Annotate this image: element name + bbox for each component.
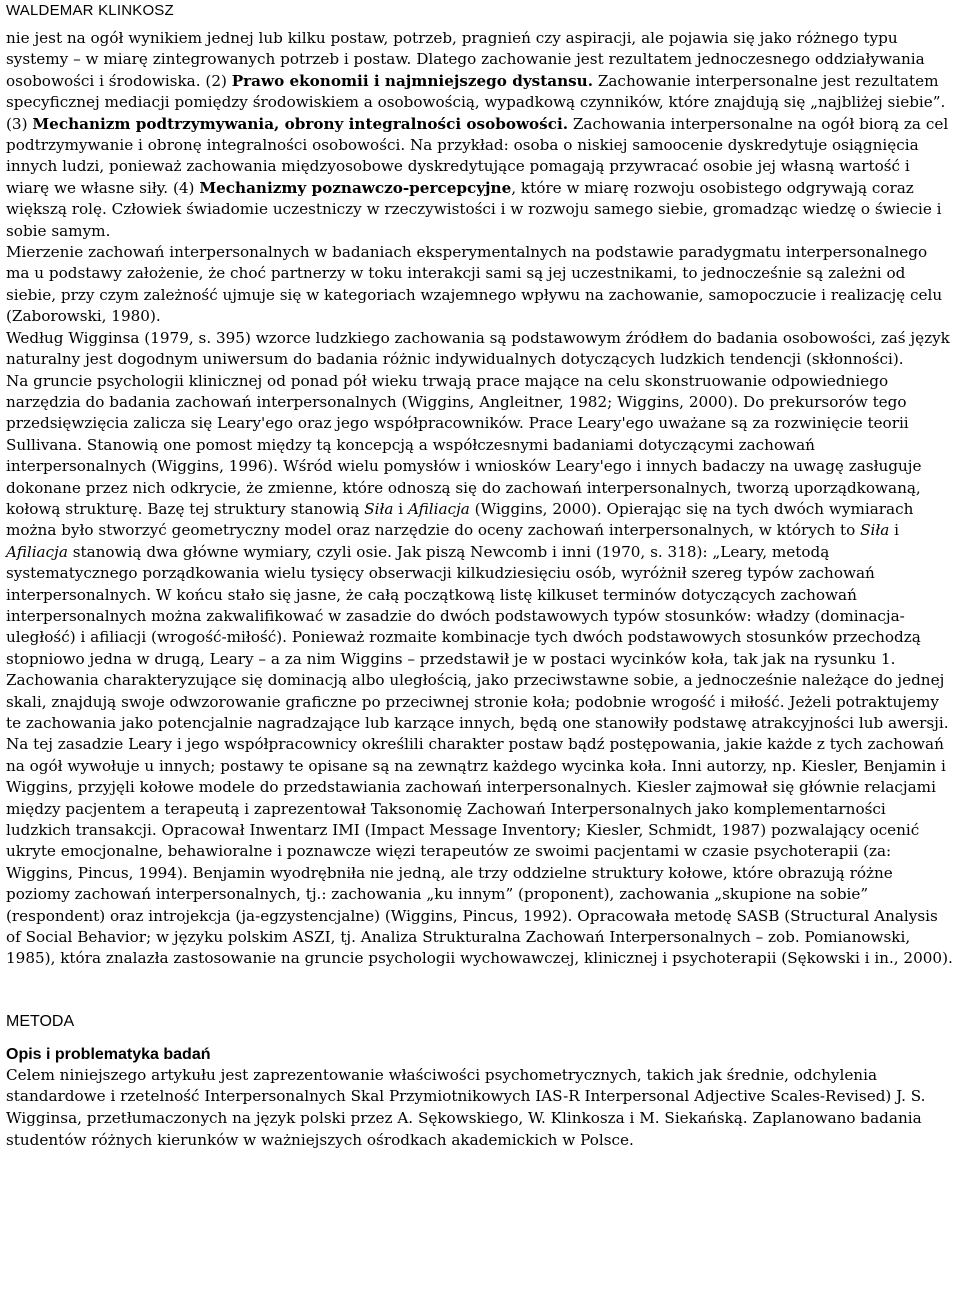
text-span: , które w miarę rozwoju osobistego odgrywają coraz większą rolę. Człowiek świadomie uczestniczy w rzeczywistości i w rozwoju samego siebie, gromadząc wiedzę o świecie i sobie samym. xyxy=(6,178,942,240)
italic-term: Afiliacja xyxy=(6,542,68,561)
method-body xyxy=(6,1065,954,1151)
article-body xyxy=(6,28,954,970)
bold-term: Mechanizm podtrzymywania, obrony integralności osobowości. xyxy=(32,114,569,133)
text-span: nie jest na ogół wynikiem jednej lub kilku postaw, potrzeb, pragnień czy aspiracji, ale pojawia się jako różnego typu systemy – w miarę zintegrowanych potrzeb i postaw. Dlatego zachowanie jest rezultatem jednoczesnego oddziaływania osobowości i środowiska. (2) xyxy=(6,29,925,90)
text-span: (Wiggins, 2000). Opierając się na tych dwóch wymiarach można było stworzyć geometryczny model oraz narzędzie do oceny zachowań interpersonalnych, w których to xyxy=(6,499,914,540)
bold-term: Prawo ekonomii i najmniejszego dystansu. xyxy=(231,71,593,90)
paragraph-wiggins: Według Wigginsa (1979, s. 395) wzorce ludzkiego zachowania są podstawowym źródłem do badania osobowości, zaś język naturalny jest dogodnym uniwersum do badania różnic indywidualnych dotyczących ludzkich tendencji (skłonności). xyxy=(6,328,950,369)
page xyxy=(6,0,954,1151)
text-span: Zachowania interpersonalne na ogół biorą za cel podtrzymywanie i obronę integralności osobowości. Na przykład: osoba o niskiej samoocenie dyskredytuje osiągnięcia innych ludzi, ponieważ zachowania międzyosobowe dyskredytujące pomagają przywracać osobie jej własną wartość i wiarę we własne siły. (4) xyxy=(6,114,949,197)
italic-term: Siła xyxy=(860,521,890,540)
paragraph-method: Celem niniejszego artykułu jest zaprezentowanie właściwości psychometrycznych, takich jak średnie, odchylenia standardowe i rzetelność Interpersonalnych Skal Przymiotnikowych IAS-R Interpersonal Adjective Scales-Revised) J. S. Wigginsa, przetłumaczonych na język polski przez A. Sękowskiego, W. Klinkosza i M. Siekańską. Zaplanowano badania studentów różnych kierunków w ważniejszych ośrodkach akademickich w Polsce. xyxy=(6,1065,926,1149)
italic-term: Afiliacja xyxy=(407,499,470,518)
bold-term: Mechanizmy poznawczo-percepcyjne xyxy=(199,178,512,197)
text-span: Na gruncie psychologii klinicznej od ponad pół wieku trwają prace mające na celu skonstruowanie odpowiedniego narzędzia do badania zachowań interpersonalnych (Wiggins, Angleitner, 1982; Wiggins, 2000). Do prekursorów tego przedsięwzięcia zalicza się Leary'ego oraz jego współpracowników. Prace Leary'ego uważane są za rozwinięcie teorii Sullivana. Stanowią one pomost między tą koncepcją a współczesnymi badaniami dotyczącymi zachowań interpersonalnych (Wiggins, 1996). Wśród wielu pomysłów i wniosków Leary'ego i innych badaczy na uwagę zasługuje dokonane przez nich odkrycie, że zmienne, które odnoszą się do zachowań interpersonalnych, tworzą uporządkowaną, kołową strukturę. Bazę tej struktury stanowią xyxy=(6,371,922,518)
subsection-heading: Opis i problematyka badań xyxy=(6,1045,211,1063)
italic-term: Siła xyxy=(364,499,394,518)
text-span: i xyxy=(393,499,408,518)
text-span: i xyxy=(889,521,900,540)
paragraph-measurement: Mierzenie zachowań interpersonalnych w badaniach eksperymentalnych na podstawie paradygmatu interpersonalnego ma u podstawy założenie, że choć partnerzy w toku interakcji sami są jej uczestnikami, to jednocześnie są zależni od siebie, przy czym zależność ujmuje się w kategoriach wzajemnego wpływu na zachowanie, samopoczucie i realizację celu (Zaborowski, 1980). xyxy=(6,243,943,326)
running-head: WALDEMAR KLINKOSZ xyxy=(6,2,174,19)
section-heading: METODA xyxy=(6,1012,75,1030)
paragraph-mechanisms xyxy=(6,28,954,242)
text-span: stanowią dwa główne wymiary, czyli osie. Jak piszą Newcomb i inni (1970, s. 318): „Leary, metodą systematycznego porządkowania wielu tysięcy obserwacji kilkudziesięciu osób, wyróżnił szereg typów zachowań interpersonalnych. W końcu stało się jasne, że całą początkową listę kilkuset terminów dotyczących zachowań interpersonalnych można zakwalifikować w zasadzie do dwóch podstawowych typów stosunków: władzy (dominacja-uległość) i afiliacji (wrogość-miłość). Ponieważ rozmaite kombinacje tych dwóch podstawowych stosunków przechodzą stopniowo jedna w drugą, Leary – a za nim Wiggins – przedstawił je w postaci wycinków koła, tak jak na rysunku 1. Zachowania charakteryzujące się dominacją albo uległością, jako przeciwstawne sobie, a jednocześnie należące do jednej skali, znajdują swoje odwzorowanie graficzne po przeciwnej stronie koła; podobnie wrogość i miłość. Jeżeli potraktujemy te zachowania jako potencjalnie nagradzające lub karzące innych, będą one stanowiły podstawę atrakcyjności lub awersji. Na tej zasadzie Leary i jego współpracownicy określili charakter postaw bądź postępowania, jakie każde z tych zachowań na ogół wywołuje u innych; postawy te opisane są na zewnątrz każdego wycinka koła. Inni autorzy, np. Kiesler, Benjamin i Wiggins, przyjęli kołowe modele do przedstawiania zachowań interpersonalnych. Kiesler zajmował się głównie relacjami między pacjentem a terapeutą i zaprezentował Taksonomię Zachowań Interpersonalnych jako komplementarności ludzkich transakcji. Opracował Inwentarz IMI (Impact Message Inventory; Kiesler, Schmidt, 1987) pozwalający ocenić ukryte emocjonalne, behawioralne i poznawcze więzi terapeutów ze swoimi pacjentami w czasie psychoterapii (za: Wiggins, Pincus, 1994). Benjamin wyodrębniła nie jedną, ale trzy oddzielne struktury kołowe, które obrazują różne poziomy zachowań interpersonalnych, tj.: zachowania „ku innym” (proponent), zachowania „skupione na sobie” (respondent) oraz introjekcja (ja-egzystencjalne) (Wiggins, Pincus, 1992). Opracowała metodę SASB (Structural Analysis of Social Behavior; w języku polskim ASZI, tj. Analiza Strukturalna Zachowań Interpersonalnych – zob. Pomianowski, 1985), która znalazła zastosowanie na gruncie psychologii wychowawczej, klinicznej i psychoterapii (Sękowski i in., 2000). xyxy=(6,542,953,968)
paragraph-clinical xyxy=(6,371,954,970)
text-span: Zachowanie interpersonalne jest rezultatem specyficznej mediacji pomiędzy środowiskiem a osobowością, wypadkową czynników, które znajdują się „najbliżej siebie”. (3) xyxy=(6,71,946,133)
